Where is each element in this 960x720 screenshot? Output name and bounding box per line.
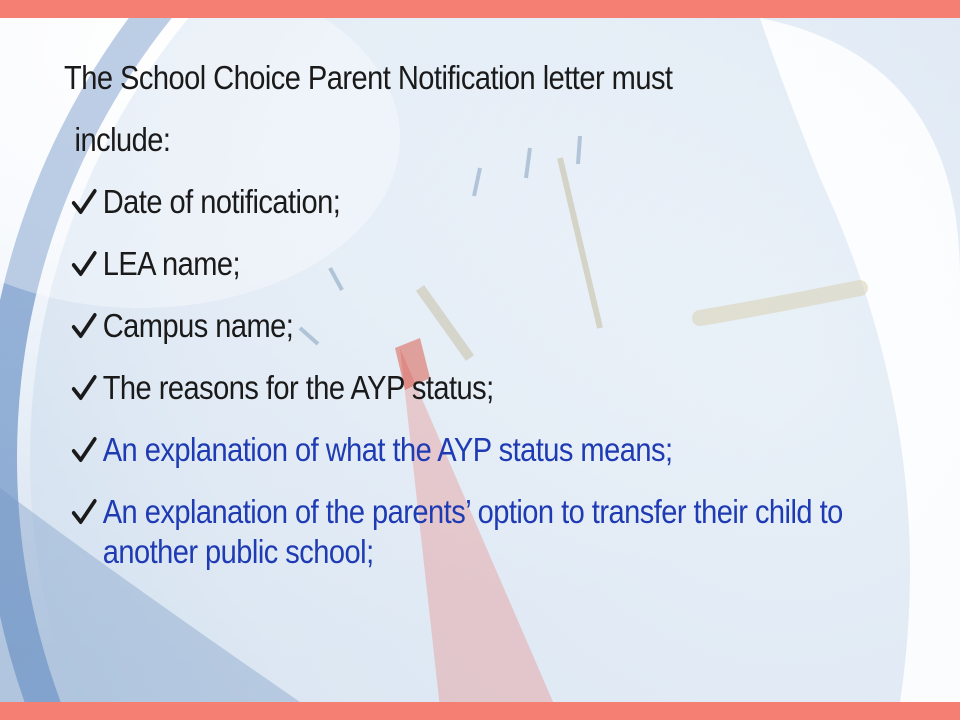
list-item-text: Date of notification; [102, 183, 341, 220]
slide-content [64, 58, 843, 594]
checkmark-icon [71, 187, 97, 217]
list-item-text: The reasons for the AYP status; [102, 369, 494, 406]
checkmark-icon [71, 373, 97, 403]
checkmark-icon [71, 497, 97, 527]
list-item [64, 306, 830, 346]
top-border-bar [0, 0, 960, 18]
list-item [64, 182, 830, 222]
list-item-text: Campus name; [102, 307, 294, 344]
intro-text-continued: include: [74, 121, 171, 158]
list-item-text: LEA name; [102, 245, 241, 282]
intro-text: The School Choice Parent Notification letter must [64, 59, 673, 96]
list-item [64, 244, 830, 284]
list-item [64, 492, 843, 572]
checkmark-icon [71, 249, 97, 279]
list-item-text: An explanation of the parents’ option to transfer their child to another public school; [102, 493, 843, 570]
list-item [64, 430, 830, 470]
checkmark-icon [71, 311, 97, 341]
requirement-list [64, 182, 843, 572]
list-item [64, 368, 830, 408]
checkmark-icon [71, 435, 97, 465]
list-item-text: An explanation of what the AYP status means; [102, 431, 673, 468]
bottom-border-bar [0, 702, 960, 720]
